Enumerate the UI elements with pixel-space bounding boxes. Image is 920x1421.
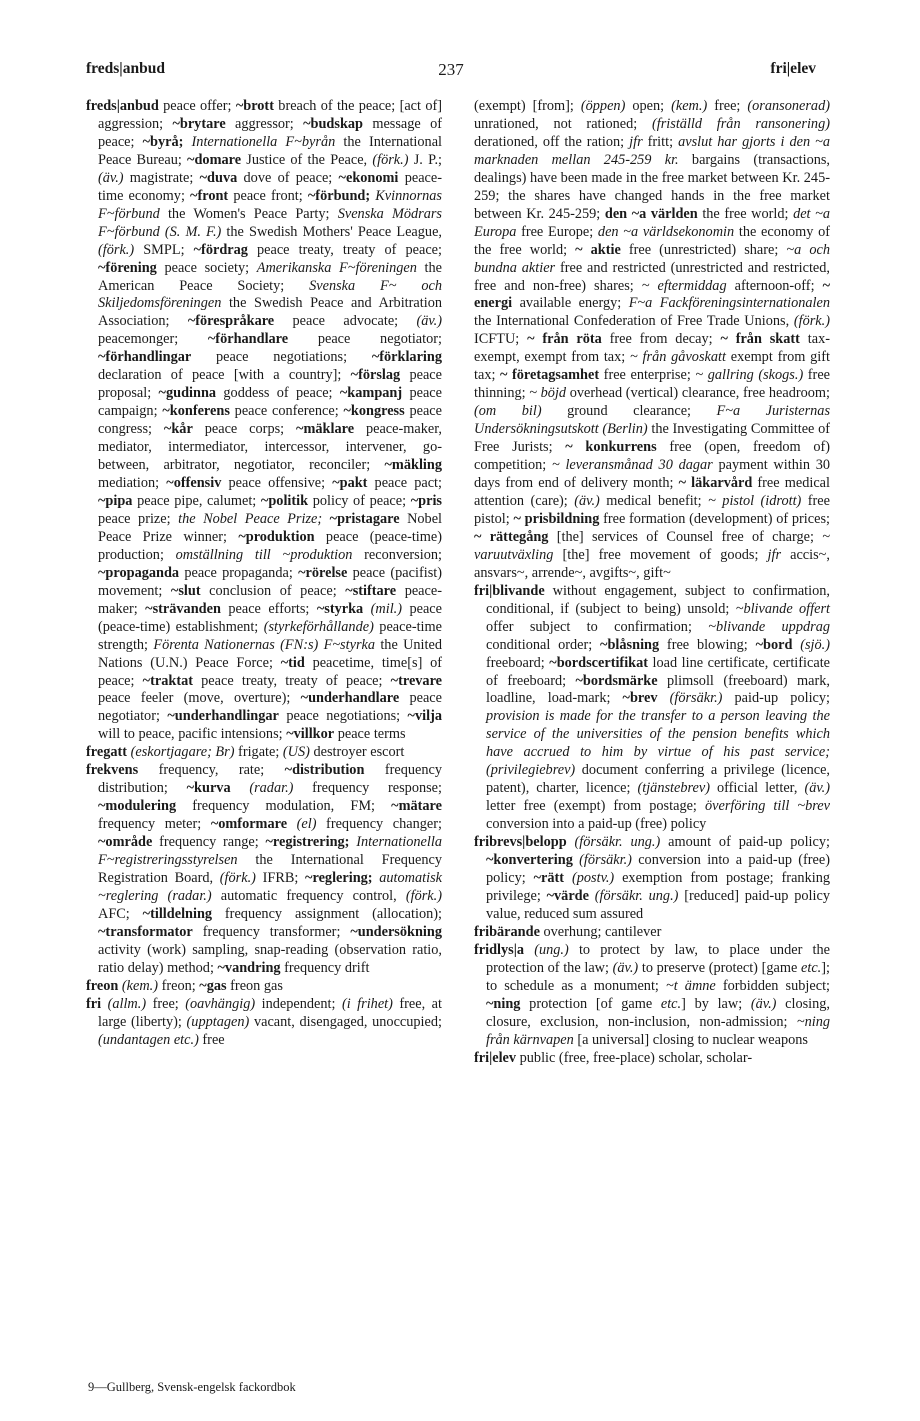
header-guideword-right: fri|elev (770, 60, 816, 77)
entry-fri-continued: (exempt) [from]; (öppen) open; (kem.) free; (oransonerad) unrationed, not rationed; (friställd från ransonering) derationed, off the ration; jfr fritt; avslut har gjorts i den ~a marknaden mellan 245-259 kr. bargains (transactions, dealings) have been made in the free market between Kr. 245-259; the shares have changed hands in the free market between Kr. 245-259; den ~a världen the free world; det ~a Europa free Europe; den ~a världsekonomin the economy of the free world; ~ aktie free (unrestricted) share; ~a och bundna aktier free and restricted (unrestricted and restricted, free and non-free) shares; ~ eftermiddag afternoon-off; ~ energi available energy; F~a Fackföreningsinternationalen the International Confederation of Free Trade Unions, (förk.) ICFTU; ~ från röta free from decay; ~ från skatt tax-exempt, exempt from tax; ~ från gåvoskatt exempt from gift tax; ~ företagsamhet free enterprise; ~ gallring (skogs.) free thinning; ~ böjd overhead (vertical) clearance, free headroom; (om bil) ground clearance; F~a Juristernas Undersökningsutskott (Berlin) the Investigating Committee of Free Jurists; ~ konkurrens free (open, freedom of) competition; ~ leveransmånad 30 dagar payment within 30 days from end of delivery month; ~ läkarvård free medical attention (care); (äv.) medical benefit; ~ pistol (idrott) free pistol; ~ prisbildning free formation (development) of prices; ~ rättegång [the] services of Counsel free of charge; ~ varuutväxling [the] free movement of goods; jfr accis~, ansvars~, arrende~, avgifts~, gift~ (474, 98, 831, 581)
entry-freon: freon (kem.) freon; ~gas freon gas (86, 977, 283, 994)
page-number: 237 (438, 60, 464, 79)
running-header (86, 60, 816, 84)
entry-fridlysa: fridlys|a (ung.) to protect by law, to place under the protection of the law; (äv.) to preserve (protect) [game etc.]; to schedule as a monument; ~t ämne forbidden subject; ~ning protection [of game etc.] by law; (äv.) closing, closure, exclusion, non-inclusion, non-admission; ~ning från kärnvapen [a universal] closing to nuclear weapons (474, 941, 831, 1048)
right-column (474, 98, 830, 1067)
header-guideword-left: freds|anbud (86, 60, 165, 77)
left-column (86, 98, 442, 1050)
entry-fregatt: fregatt (eskortjagare; Br) frigate; (US) destroyer escort (86, 744, 405, 761)
entry-fri-elev: fri|elev public (free, free-place) scholar, scholar- (474, 1049, 753, 1066)
entry-fri: fri (allm.) free; (oavhängig) independent; (i frihet) free, at large (liberty); (upptagen) vacant, disengaged, unoccupied; (undantagen etc.) free (86, 995, 442, 1048)
entry-fri-blivande: fri|blivande without engagement, subject to confirmation, conditional, if (subject to being) unsold; ~blivande offert offer subject to confirmation; ~blivande uppdrag conditional order; ~blåsning free blowing; ~bord (sjö.) freeboard; ~bordscertifikat load line certificate, certificate of freeboard; ~bordsmärke plimsoll (freeboard) mark, loadline, load-mark; ~brev (försäkr.) paid-up policy; provision is made for the transfer to a person leaving the service of the universities of the pension benefits which have accrued to him by virtue of his past service; (privilegiebrev) document conferring a privilege (licence, patent), charter, licence; (tjänstebrev) official letter, (äv.) letter free (exempt) from postage; överföring till ~brev conversion into a paid-up (free) policy (474, 582, 831, 833)
entry-freds-anbud: freds|anbud peace offer; ~brott breach of the peace; [act of] aggression; ~brytare aggressor; ~budskap message of peace; ~byrå; Internationella F~byrån the International Peace Bureau; ~domare Justice of the Peace, (förk.) J. P.; (äv.) magistrate; ~duva dove of peace; ~ekonomi peace-time economy; ~front peace front; ~förbund; Kvinnornas F~förbund the Women's Peace Party; Svenska Mödrars F~förbund (S. M. F.) the Swedish Mothers' Peace League, (förk.) SMPL; ~fördrag peace treaty, treaty of peace; ~förening peace society; Amerikanska F~föreningen the American Peace Society; Svenska F~ och Skiljedomsföreningen the Swedish Peace and Arbitration Association; ~förespråkare peace advocate; (äv.) peacemonger; ~förhandlare peace negotiator; ~förhandlingar peace negotiations; ~förklaring declaration of peace [with a country]; ~förslag peace proposal; ~gudinna goddess of peace; ~kampanj peace campaign; ~konferens peace conference; ~kongress peace congress; ~kår peace corps; ~mäklare peace-maker, mediator, intermediator, intercessor, intervener, go-between, arbitrator, negotiator, reconciler; ~mäkling mediation; ~offensiv peace offensive; ~pakt peace pact; ~pipa peace pipe, calumet; ~politik policy of peace; ~pris peace prize; the Nobel Peace Prize; ~pristagare Nobel Peace Prize winner; ~produktion peace (peace-time) production; omställning till ~produktion reconversion; ~propaganda peace propaganda; ~rörelse peace (pacifist) movement; ~slut conclusion of peace; ~stiftare peace-maker; ~strävanden peace efforts; ~styrka (mil.) peace (peace-time) establishment; (styrkeförhållande) peace-time strength; Förenta Nationernas (FN:s) F~styrka the United Nations (U.N.) Peace Force; ~tid peacetime, time[s] of peace; ~traktat peace treaty, treaty of peace; ~trevare peace feeler (move, overture); ~underhandlare peace negotiator; ~underhandlingar peace negotiations; ~vilja will to peace, pacific intensions; ~villkor peace terms (86, 98, 443, 743)
entry-frekvens: frekvens frequency, rate; ~distribution frequency distribution; ~kurva (radar.) frequency response; ~modulering frequency modulation, FM; ~mätare frequency meter; ~omformare (el) frequency changer; ~område frequency range; ~registrering; Internationella F~registreringsstyrelsen the International Frequency Registration Board, (förk.) IFRB; ~reglering; automatisk ~reglering (radar.) automatic frequency control, (förk.) AFC; ~tilldelning frequency assignment (allocation); ~transformator frequency transformer; ~undersökning activity (work) sampling, snap-reading (observation ratio, ratio delay) method; ~vandring frequency drift (86, 762, 442, 976)
entry-fribarande: fribärande overhung; cantilever (474, 923, 662, 940)
page-footer: 9—Gullberg, Svensk-engelsk fackordbok (88, 1380, 296, 1394)
entry-fribrevs-belopp: fribrevs|belopp (försäkr. ung.) amount of paid-up policy; ~konvertering (försäkr.) conversion into a paid-up (free) policy; ~rätt (postv.) exemption from postage; franking privilege; ~värde (försäkr. ung.) [reduced] paid-up policy value, reduced sum assured (474, 834, 830, 922)
